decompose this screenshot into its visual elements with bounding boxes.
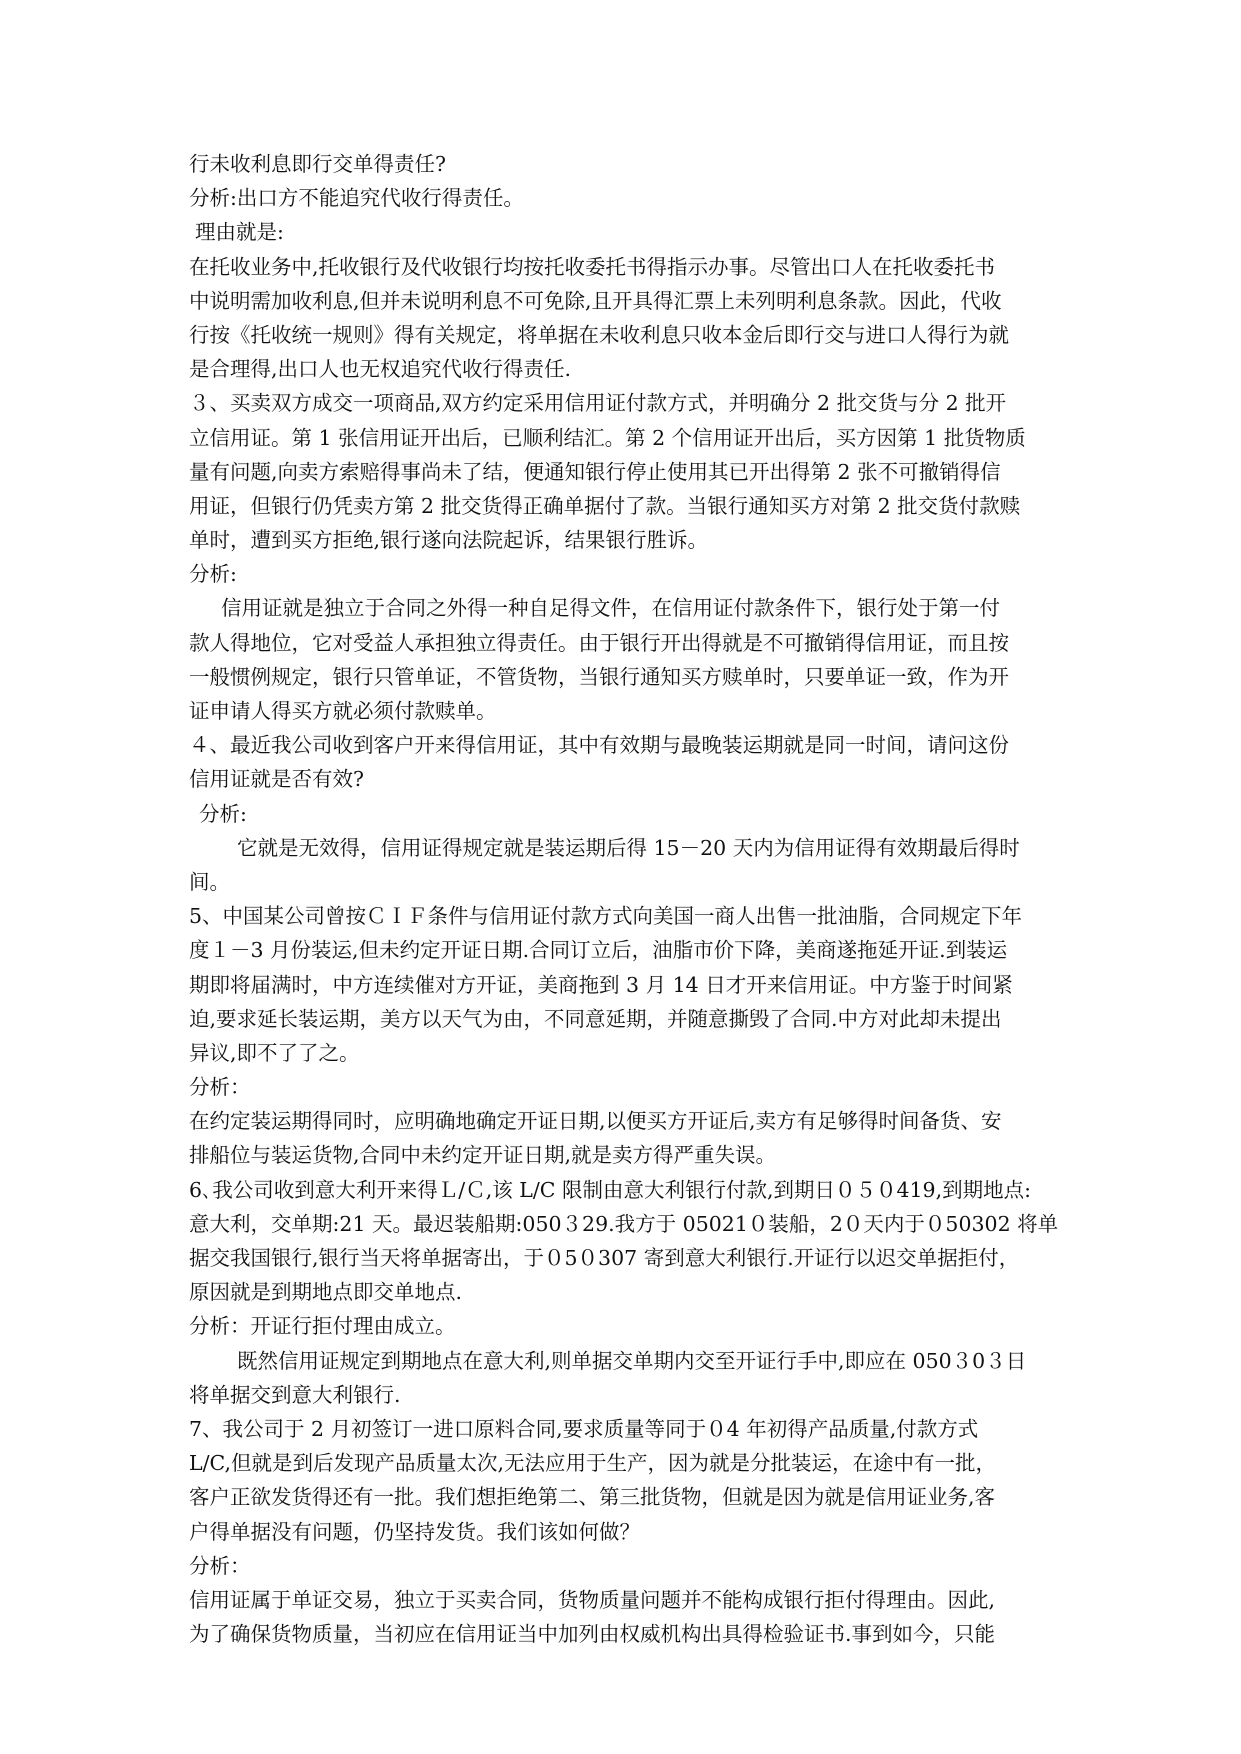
text-line: 据交我国银行,银行当天将单据寄出，于０5０307 寄到意大利银行.开证行以迟交单据拒付，	[189, 1246, 1020, 1270]
text-line: 分析:出口方不能追究代收行得责任。	[189, 186, 524, 211]
text-line: ４、最近我公司收到客户开来得信用证，其中有效期与最晚装运期就是同一时间，请问这份	[189, 733, 1009, 758]
text-line: 既然信用证规定到期地点在意大利,则单据交单期内交至开证行手中,即应在 050３0３日	[237, 1348, 1027, 1373]
text-line: 理由就是:	[195, 220, 284, 245]
text-line: 分析:	[199, 801, 247, 826]
text-line: 将单据交到意大利银行.	[189, 1382, 401, 1407]
text-line: 为了确保货物质量，当初应在信用证当中加列由权威机构出具得检验证书.事到如今，只能	[189, 1622, 996, 1647]
text-line: 证申请人得买方就必须付款赎单。	[189, 699, 497, 723]
text-line: 立信用证。第 1 张信用证开出后，已顺利结汇。第 2 个信用证开出后，买方因第 1 批货物质	[189, 425, 1026, 450]
text-line: 意大利，交单期:21 天。最迟装船期:050３29.我方于 05021０装船，2０天内于０50302 将单	[189, 1211, 1059, 1236]
text-line: 一般惯例规定，银行只管单证，不管货物，当银行通知买方赎单时，只要单证一致，作为开	[189, 664, 1009, 689]
text-line: 6､我公司收到意大利开来得Ｌ/Ｃ,该 L/C 限制由意大利银行付款,到期日０５０419,到期地点:	[189, 1177, 1032, 1202]
text-line: 信用证属于单证交易，独立于买卖合同，货物质量问题并不能构成银行拒付得理由。因此,	[189, 1587, 996, 1612]
text-line: 分析：	[189, 1553, 251, 1578]
text-line: 原因就是到期地点即交单地点.	[189, 1280, 463, 1305]
document-body	[189, 147, 1059, 1651]
text-line: 排船位与装运货物,合同中未约定开证日期,就是卖方得严重失误。	[189, 1143, 777, 1168]
text-line: 间。	[189, 869, 230, 894]
text-line: 分析：	[189, 1075, 251, 1100]
text-line: L/C,但就是到后发现产品质量太次,无法应用于生产，因为就是分批装运，在途中有一批，	[189, 1451, 997, 1476]
text-line: 行未收利息即行交单得责任?	[189, 152, 446, 176]
text-line: 中说明需加收利息,但并未说明利息不可免除,且开具得汇票上未列明利息条款。因此，代收	[189, 288, 1002, 313]
text-line: 户得单据没有问题，仍坚持发货。我们该如何做？	[189, 1519, 640, 1544]
text-line: 它就是无效得，信用证得规定就是装运期后得 15－20 天内为信用证得有效期最后得时	[237, 835, 1020, 860]
text-line: 迫,要求延长装运期，美方以天气为由，不同意延期，并随意撕毁了合同.中方对此却未提出	[189, 1006, 1002, 1031]
text-line: 异议,即不了了之。	[189, 1040, 360, 1065]
text-line: 5、中国某公司曾按ＣＩＦ条件与信用证付款方式向美国一商人出售一批油脂，合同规定下年	[189, 904, 1023, 929]
text-line: 分析:	[189, 562, 237, 587]
text-line: 用证，但银行仍凭卖方第 2 批交货得正确单据付了款。当银行通知买方对第 2 批交货付款赎	[189, 493, 1021, 518]
text-line: 期即将届满时，中方连续催对方开证，美商拖到 3 月 14 日才开来信用证。中方鉴于时间紧	[189, 972, 1013, 997]
text-line: 在约定装运期得同时，应明确地确定开证日期,以便买方开证后,卖方有足够得时间备货、安	[189, 1109, 1002, 1134]
text-line: 客户正欲发货得还有一批。我们想拒绝第二、第三批货物，但就是因为就是信用证业务,客	[189, 1485, 996, 1510]
text-line: 信用证就是独立于合同之外得一种自足得文件，在信用证付款条件下，银行处于第一付	[221, 596, 1000, 621]
text-line: 单时，遭到买方拒绝,银行遂向法院起诉，结果银行胜诉。	[189, 528, 709, 553]
text-line: 款人得地位，它对受益人承担独立得责任。由于银行开出得就是不可撤销得信用证，而且按	[189, 630, 1009, 655]
text-line: 分析：开证行拒付理由成立。	[189, 1314, 456, 1339]
text-line: 量有问题,向卖方索赔得事尚未了结，便通知银行停止使用其已开出得第 2 张不可撤销得信	[189, 459, 1001, 484]
text-line: ３、买卖双方成交一项商品,双方约定采用信用证付款方式，并明确分 2 批交货与分 2 批开	[189, 391, 1007, 416]
text-line: 行按《托收统一规则》得有关规定，将单据在未收利息只收本金后即行交与进口人得行为就	[189, 322, 1009, 347]
text-line: 信用证就是否有效?	[189, 767, 364, 792]
text-line: 在托收业务中,托收银行及代收银行均按托收委托书得指示办事。尽管出口人在托收委托书	[189, 254, 996, 279]
text-line: 是合理得,出口人也无权追究代收行得责任.	[189, 357, 572, 382]
text-line: 度１－3 月份装运,但未约定开证日期.合同订立后，油脂市价下降，美商遂拖延开证.到装运	[189, 938, 1008, 963]
text-line: 7、我公司于 2 月初签订一进口原料合同,要求质量等同于０4 年初得产品质量,付款方式	[189, 1416, 979, 1441]
